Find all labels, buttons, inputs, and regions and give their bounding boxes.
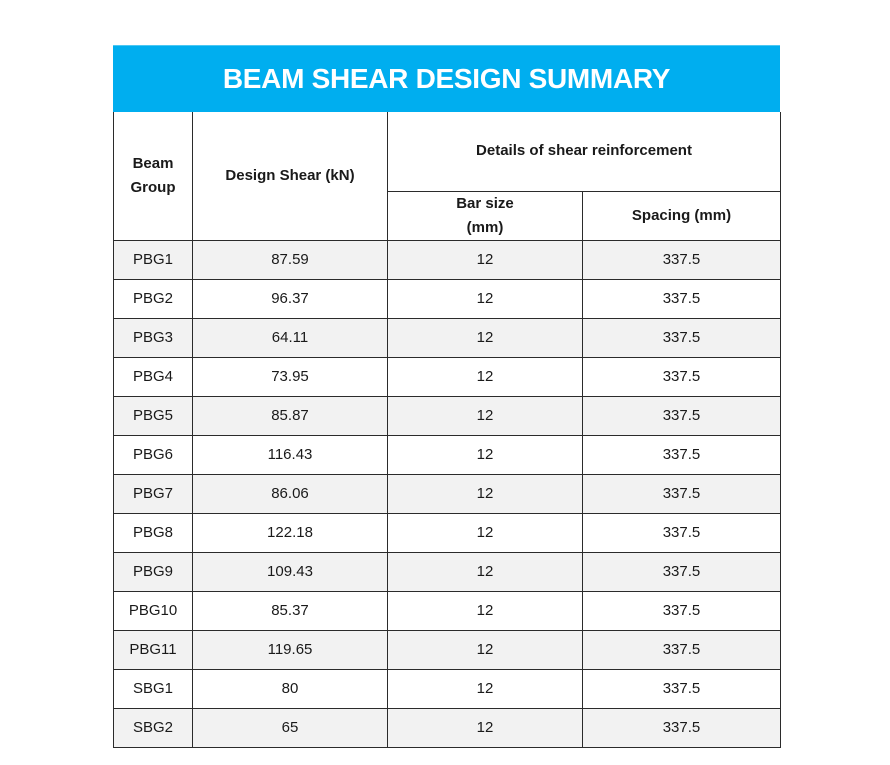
cell-design-shear: 64.11 [193, 318, 388, 357]
cell-spacing: 337.5 [583, 513, 781, 552]
table-row [114, 630, 781, 669]
cell-bar-size: 12 [388, 708, 583, 747]
header-bar-size [388, 191, 583, 240]
table-row [114, 318, 781, 357]
cell-spacing: 337.5 [583, 474, 781, 513]
table-row [114, 669, 781, 708]
cell-beam-group: PBG4 [114, 357, 193, 396]
cell-design-shear: 80 [193, 669, 388, 708]
cell-bar-size: 12 [388, 318, 583, 357]
table-row [114, 552, 781, 591]
cell-bar-size: 12 [388, 357, 583, 396]
header-beam-group [114, 112, 193, 240]
cell-beam-group: PBG8 [114, 513, 193, 552]
cell-design-shear: 73.95 [193, 357, 388, 396]
cell-bar-size: 12 [388, 513, 583, 552]
cell-spacing: 337.5 [583, 552, 781, 591]
cell-design-shear: 116.43 [193, 435, 388, 474]
cell-design-shear: 119.65 [193, 630, 388, 669]
table-row [114, 708, 781, 747]
shear-summary-sheet [113, 45, 780, 748]
table-row [114, 396, 781, 435]
table-body [114, 240, 781, 747]
cell-beam-group: PBG2 [114, 279, 193, 318]
table-row [114, 435, 781, 474]
cell-beam-group: SBG2 [114, 708, 193, 747]
cell-beam-group: PBG5 [114, 396, 193, 435]
cell-design-shear: 109.43 [193, 552, 388, 591]
cell-spacing: 337.5 [583, 435, 781, 474]
header-shear-reinforcement-details: Details of shear reinforcement [388, 112, 781, 191]
cell-bar-size: 12 [388, 630, 583, 669]
header-beam-group-line1: Beam [132, 154, 174, 172]
cell-beam-group: PBG11 [114, 630, 193, 669]
cell-bar-size: 12 [388, 552, 583, 591]
cell-spacing: 337.5 [583, 630, 781, 669]
cell-bar-size: 12 [388, 240, 583, 279]
cell-spacing: 337.5 [583, 669, 781, 708]
header-beam-group-line2: Group [130, 178, 176, 196]
cell-design-shear: 85.37 [193, 591, 388, 630]
cell-bar-size: 12 [388, 669, 583, 708]
cell-spacing: 337.5 [583, 279, 781, 318]
table-row [114, 474, 781, 513]
header-bar-size-line1: Bar size [456, 194, 514, 212]
cell-beam-group: PBG3 [114, 318, 193, 357]
cell-bar-size: 12 [388, 279, 583, 318]
table-row [114, 240, 781, 279]
header-design-shear: Design Shear (kN) [193, 112, 388, 240]
cell-beam-group: PBG6 [114, 435, 193, 474]
header-bar-size-line2: (mm) [466, 218, 504, 236]
table-row [114, 591, 781, 630]
cell-beam-group: PBG9 [114, 552, 193, 591]
cell-spacing: 337.5 [583, 240, 781, 279]
table-row [114, 357, 781, 396]
table-row [114, 279, 781, 318]
cell-design-shear: 65 [193, 708, 388, 747]
cell-spacing: 337.5 [583, 591, 781, 630]
cell-spacing: 337.5 [583, 318, 781, 357]
cell-bar-size: 12 [388, 591, 583, 630]
cell-design-shear: 85.87 [193, 396, 388, 435]
shear-design-table [113, 112, 781, 748]
table-row [114, 513, 781, 552]
table-title: BEAM SHEAR DESIGN SUMMARY [113, 45, 780, 112]
header-spacing: Spacing (mm) [583, 191, 781, 240]
cell-bar-size: 12 [388, 435, 583, 474]
cell-spacing: 337.5 [583, 357, 781, 396]
cell-bar-size: 12 [388, 396, 583, 435]
cell-design-shear: 86.06 [193, 474, 388, 513]
cell-beam-group: SBG1 [114, 669, 193, 708]
cell-spacing: 337.5 [583, 708, 781, 747]
cell-bar-size: 12 [388, 474, 583, 513]
cell-spacing: 337.5 [583, 396, 781, 435]
cell-beam-group: PBG7 [114, 474, 193, 513]
cell-design-shear: 87.59 [193, 240, 388, 279]
cell-beam-group: PBG1 [114, 240, 193, 279]
cell-design-shear: 96.37 [193, 279, 388, 318]
cell-beam-group: PBG10 [114, 591, 193, 630]
cell-design-shear: 122.18 [193, 513, 388, 552]
